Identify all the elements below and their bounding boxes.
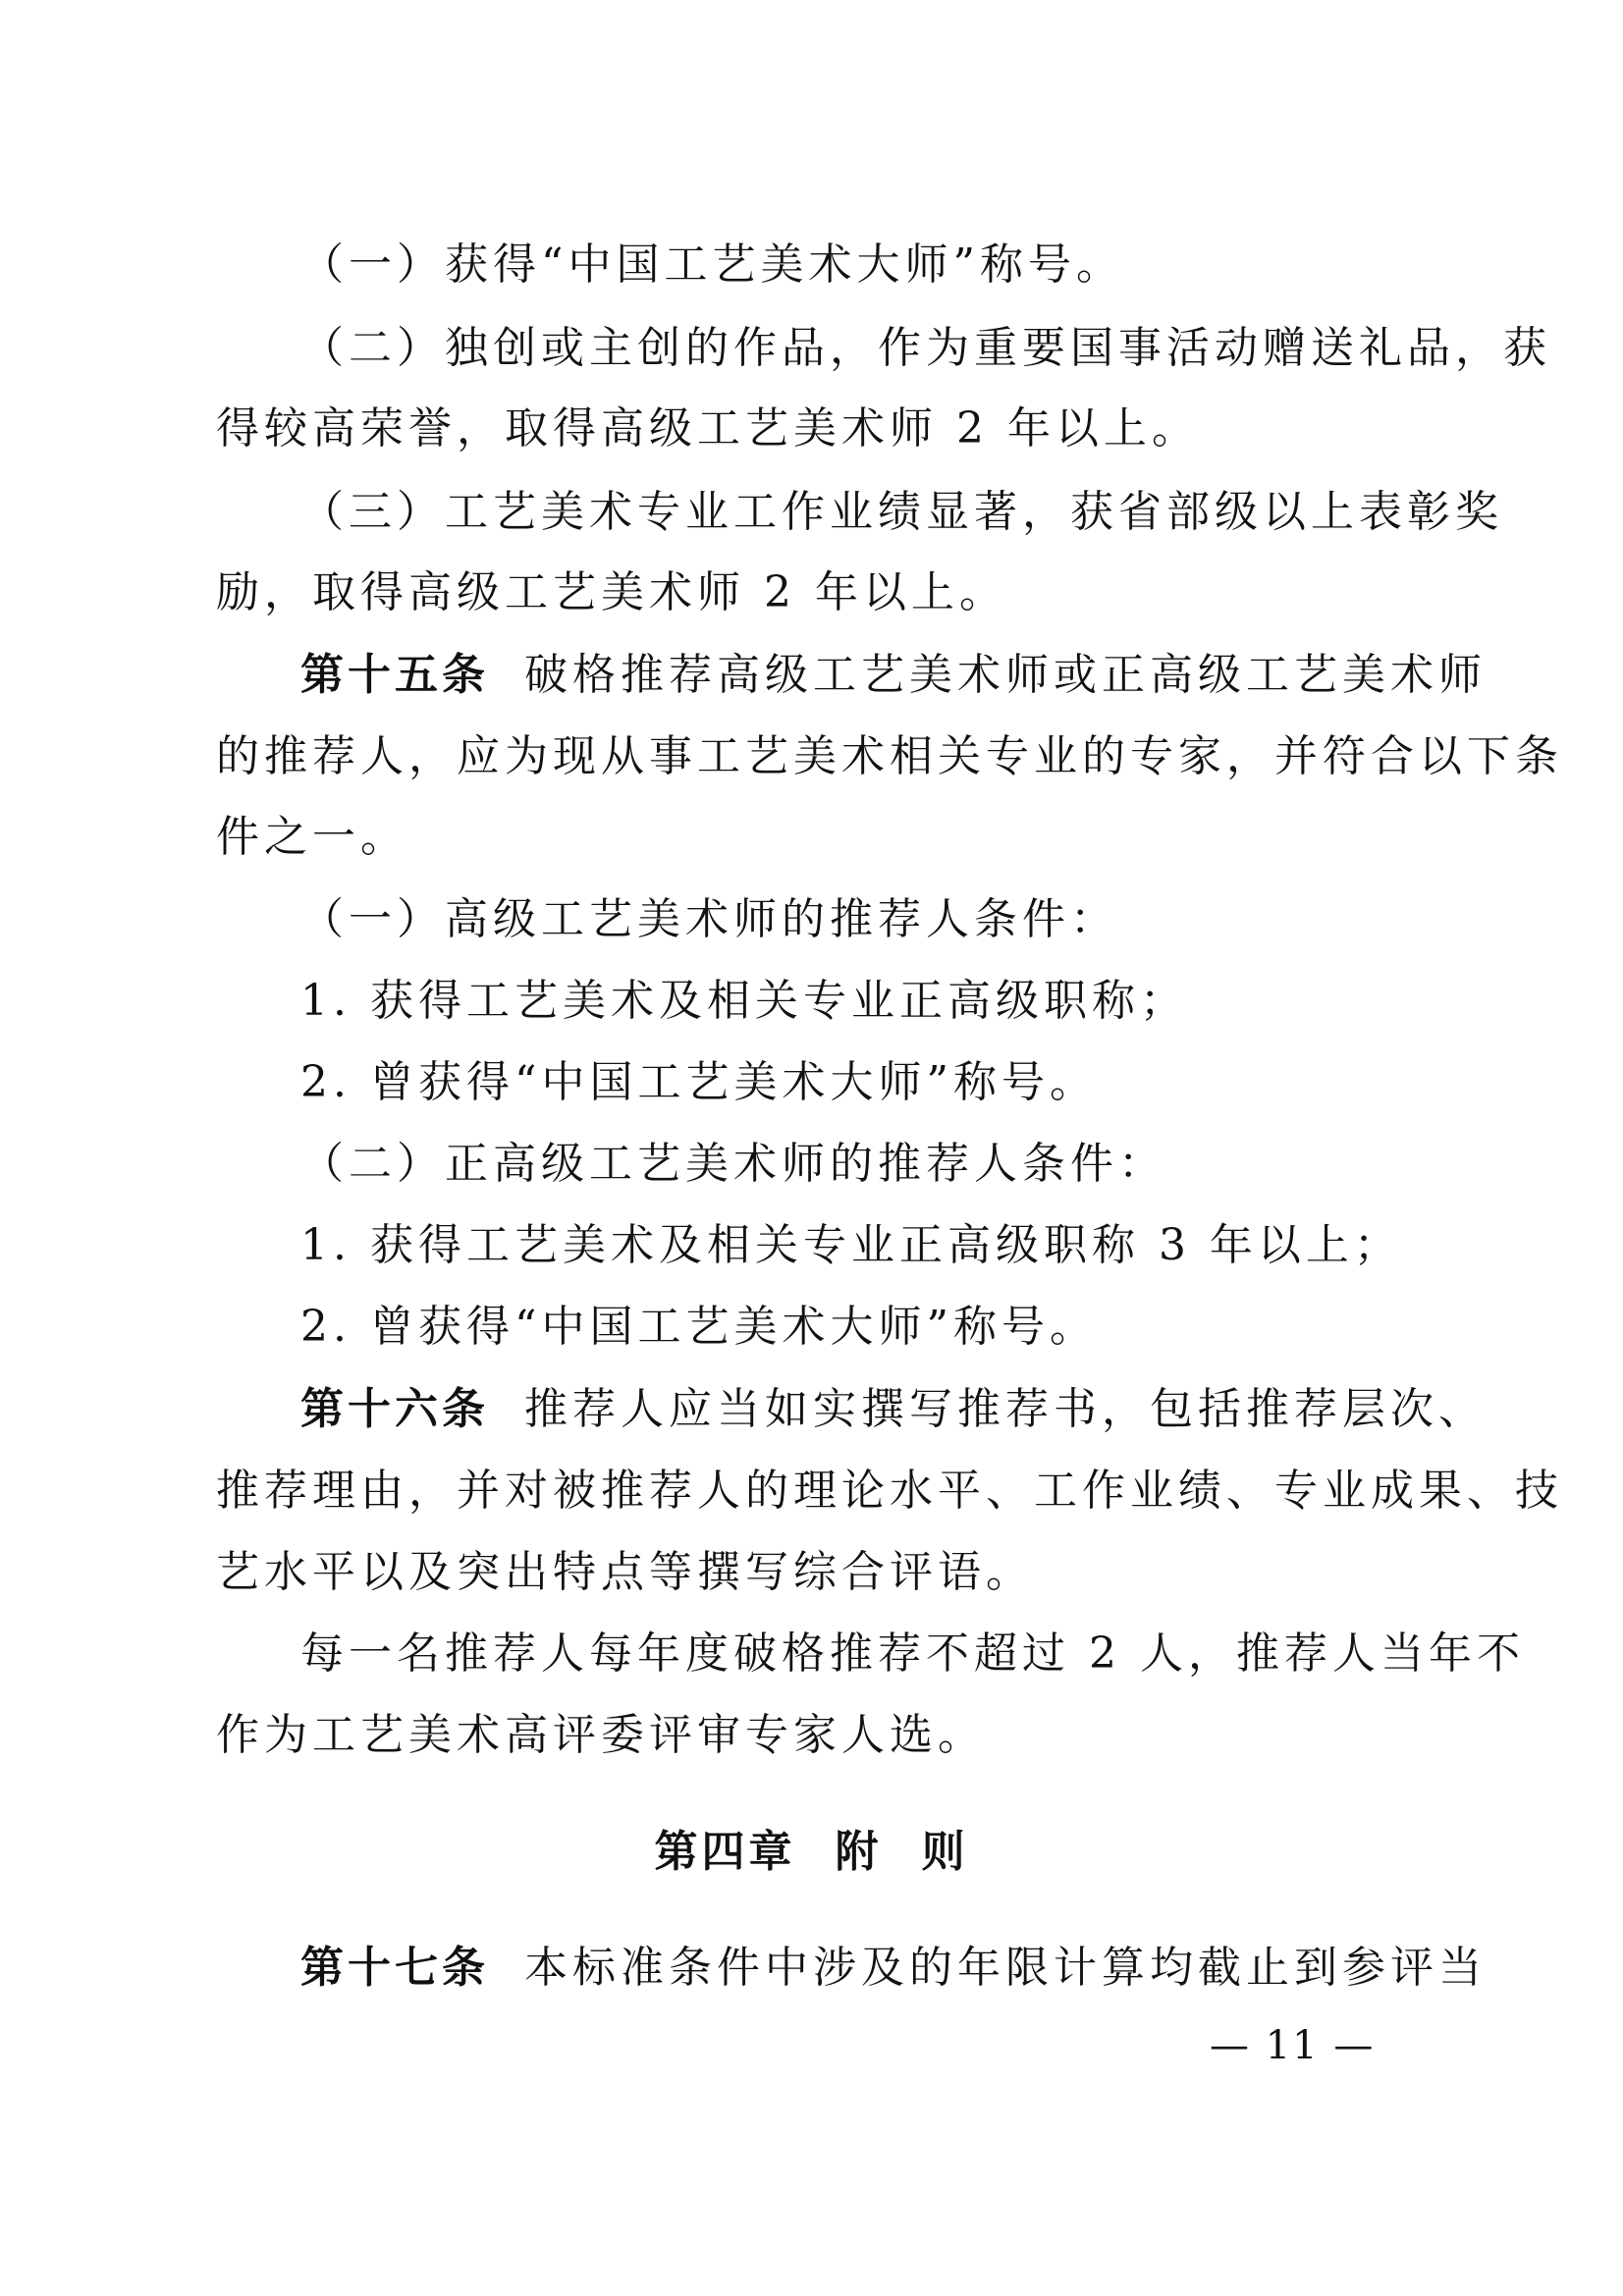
paragraph-line (0, 1135, 1623, 1194)
item-text: 2. 曾获得“中国工艺美术大师”称号。 (300, 1302, 1098, 1352)
article-text: 本标准条件中涉及的年限计算均截止到参评当 (524, 1943, 1487, 1993)
item-text: 推荐理由，并对被推荐人的理论水平、工作业绩、专业成果、技 (216, 1466, 1563, 1516)
item-text: 1. 获得工艺美术及相关专业正高级职称； (300, 976, 1188, 1026)
item-text: 每一名推荐人每年度破格推荐不超过 2 人，推荐人当年不 (300, 1629, 1525, 1679)
article-text: 推荐人应当如实撰写推荐书，包括推荐层次、 (524, 1384, 1487, 1434)
list-item (0, 1216, 1623, 1275)
article-text: 破格推荐高级工艺美术师或正高级工艺美术师 (524, 650, 1487, 700)
paragraph-line (0, 400, 1623, 458)
item-text: 艺水平以及突出特点等撰写综合评语。 (216, 1547, 1034, 1597)
paragraph-line (0, 483, 1623, 542)
article-16-line (0, 1380, 1623, 1439)
chapter-number: 第四章 (654, 1827, 796, 1877)
chapter-heading (0, 1823, 1623, 1882)
article-17-label: 第十七条 (300, 1943, 489, 1993)
item-text: 件之一。 (216, 812, 408, 862)
list-item (0, 1298, 1623, 1357)
chapter-title-char: 则 (921, 1827, 969, 1877)
item-text: 的推荐人，应为现从事工艺美术相关专业的专家，并符合以下条 (216, 731, 1563, 781)
item-text: （二）独创或主创的作品，作为重要国事活动赠送礼品，获 (300, 323, 1551, 373)
list-item (0, 1053, 1623, 1112)
item-text: （一）高级工艺美术师的推荐人条件： (300, 894, 1118, 944)
article-16-label: 第十六条 (300, 1384, 489, 1434)
article-15-line (0, 646, 1623, 705)
paragraph-line (0, 236, 1623, 294)
paragraph-line (0, 808, 1623, 867)
item-text: （一）获得“中国工艺美术大师”称号。 (300, 240, 1124, 290)
item-text: 励，取得高级工艺美术师 2 年以上。 (216, 567, 1007, 617)
item-text: （二）正高级工艺美术师的推荐人条件： (300, 1139, 1166, 1189)
paragraph-line (0, 319, 1623, 378)
paragraph-line (0, 1625, 1623, 1683)
item-text: 作为工艺美术高评委评审专家人选。 (216, 1710, 986, 1760)
paragraph-line (0, 563, 1623, 622)
paragraph-line (0, 1706, 1623, 1765)
item-text: （三）工艺美术专业工作业绩显著，获省部级以上表彰奖 (300, 487, 1503, 537)
article-15-label: 第十五条 (300, 650, 489, 700)
paragraph-line (0, 1462, 1623, 1521)
item-text: 1. 获得工艺美术及相关专业正高级职称 3 年以上； (300, 1220, 1402, 1270)
paragraph-line (0, 890, 1623, 949)
article-17-line (0, 1939, 1623, 1998)
item-text: 得较高荣誉，取得高级工艺美术师 2 年以上。 (216, 403, 1200, 454)
item-text: 2. 曾获得“中国工艺美术大师”称号。 (300, 1057, 1098, 1107)
list-item (0, 972, 1623, 1031)
chapter-title-char: 附 (835, 1827, 883, 1877)
paragraph-line (0, 1543, 1623, 1602)
page-number: — 11 — (1210, 2023, 1376, 2068)
paragraph-line (0, 727, 1623, 786)
